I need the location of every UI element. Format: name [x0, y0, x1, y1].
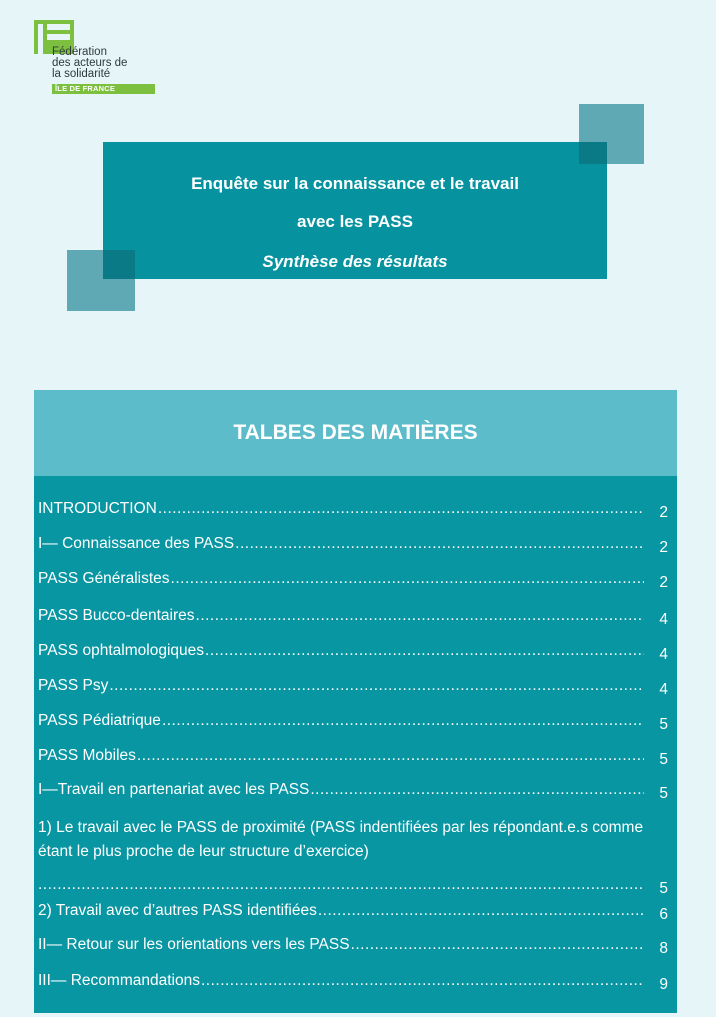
toc-entry-label: 1) Le travail avec le PASS de proximité (PASS indentifiées par les répondant.e.s comme étant le plus proche de leur structure d’exercice)	[38, 819, 644, 860]
toc-entry[interactable]	[38, 570, 668, 591]
toc-entry-page: 2	[659, 539, 668, 556]
toc-entry-label: PASS ophtalmologiques	[38, 642, 205, 659]
logo-text	[52, 47, 172, 80]
toc-entry-page: 6	[659, 906, 668, 923]
logo-line-3: la solidarité	[52, 68, 111, 80]
toc-entry-label: PASS Généralistes	[38, 570, 170, 587]
toc-entry-label: 2) Travail avec d’autres PASS identifiées	[38, 902, 317, 919]
logo-line-2: des acteurs de	[52, 57, 128, 69]
toc-entry[interactable]	[38, 781, 668, 802]
toc-entry-label: I—Travail en partenariat avec les PASS	[38, 781, 310, 798]
toc-leader-dots	[38, 876, 644, 894]
toc-entry-label: PASS Mobiles	[38, 747, 136, 764]
title-box	[103, 142, 607, 279]
toc-leader-dots	[109, 677, 644, 695]
toc-entry-page: 5	[659, 751, 668, 768]
toc-entry-label: PASS Bucco-dentaires	[38, 607, 195, 624]
toc-entry-page: 8	[659, 940, 668, 957]
toc-entry-page: 2	[659, 504, 668, 521]
toc-entry[interactable]	[38, 642, 668, 663]
toc-entry[interactable]	[38, 712, 668, 733]
toc-entry-label: INTRODUCTION	[38, 500, 157, 517]
toc-leader-dots	[162, 712, 644, 730]
toc-leader-dots	[137, 747, 644, 765]
toc-entry[interactable]	[38, 535, 668, 556]
toc-body	[34, 476, 677, 1013]
toc-entry-label: PASS Pédiatrique	[38, 712, 161, 729]
title-line-1: Enquête sur la connaissance et le travail	[191, 174, 519, 193]
toc-entry-label: III— Recommandations	[38, 972, 200, 989]
toc-entry[interactable]	[38, 936, 668, 957]
toc-entry-label: II— Retour sur les orientations vers les PASS	[38, 936, 350, 953]
toc-entry-label: I— Connaissance des PASS	[38, 535, 235, 552]
toc-entry-page: 5	[659, 716, 668, 733]
toc-entry[interactable]	[38, 747, 668, 768]
toc-leader-dots	[201, 972, 644, 990]
toc-leader-dots	[205, 642, 644, 660]
toc-leader-dots	[351, 936, 644, 954]
decorative-overlap-top-right	[579, 142, 607, 164]
toc-leader-dots	[158, 500, 644, 518]
toc-entry-multiline[interactable]	[38, 816, 668, 897]
toc-entry[interactable]	[38, 500, 668, 521]
toc-entry[interactable]	[38, 972, 668, 993]
toc-entry-page: 4	[659, 681, 668, 698]
toc-entry[interactable]	[38, 607, 668, 628]
toc-leader-dots	[318, 902, 644, 920]
toc-leader-dots	[235, 535, 644, 553]
logo-line-1: Fédération	[52, 46, 107, 58]
toc-entry-page: 5	[659, 880, 668, 897]
toc-entry-page: 5	[659, 785, 668, 802]
toc-leader-dots	[171, 570, 644, 588]
title-line-2: avec les PASS	[297, 212, 413, 231]
toc-entry-label: PASS Psy	[38, 677, 109, 694]
toc-entry-page: 2	[659, 574, 668, 591]
decorative-overlap-bottom-left	[103, 250, 135, 279]
toc-entry[interactable]	[38, 902, 668, 923]
toc-leader-dots	[310, 781, 644, 799]
toc-entry-page: 9	[659, 976, 668, 993]
logo-region-tag: ÎLE DE FRANCE	[52, 84, 155, 94]
subtitle: Synthèse des résultats	[262, 252, 448, 271]
toc-leader-dots	[196, 607, 644, 625]
toc-entry[interactable]	[38, 677, 668, 698]
toc-entry-page: 4	[659, 646, 668, 663]
toc-heading: TALBES DES MATIÈRES	[34, 390, 677, 476]
toc-entry-page: 4	[659, 611, 668, 628]
